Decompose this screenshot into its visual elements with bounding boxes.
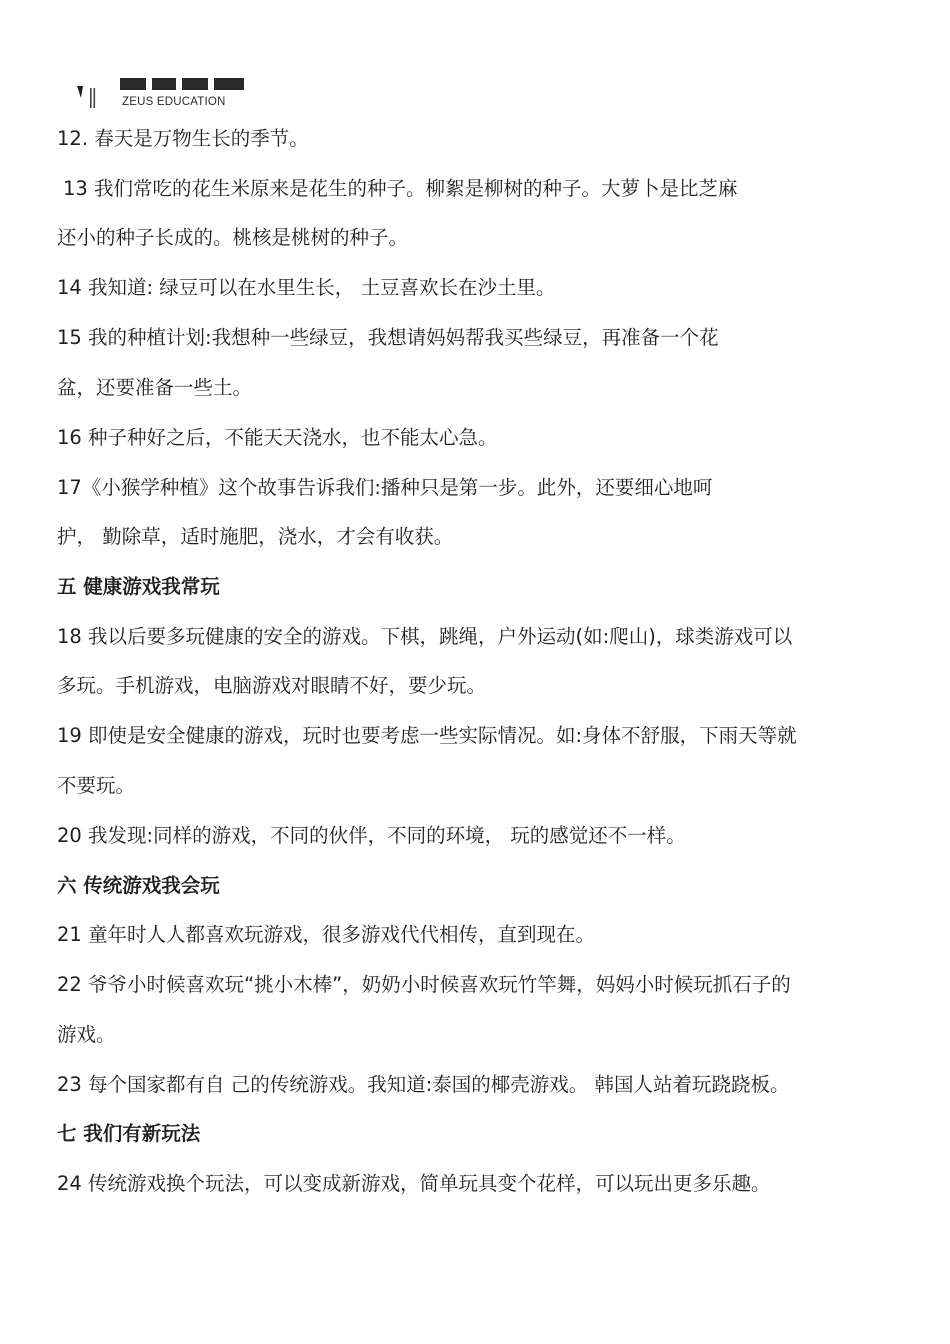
text-line: 21 童年时人人都喜欢玩游戏，很多游戏代代相传，直到现在。: [57, 923, 596, 946]
text-line: 17《小猴学种植》这个故事告诉我们:播种只是第一步。此外，还要细心地呵: [57, 476, 713, 499]
text-line: 23 每个国家都有自 己的传统游戏。我知道:泰国的椰壳游戏。 韩国人站着玩跷跷板。: [57, 1073, 790, 1096]
text-line: 18 我以后要多玩健康的安全的游戏。下棋，跳绳，户外运动(如:爬山)，球类游戏可以: [57, 625, 793, 648]
zeus-logo-icon: [76, 76, 96, 110]
section-heading: 六 传统游戏我会玩: [57, 874, 220, 897]
text-line: 20 我发现:同样的游戏，不同的伙伴，不同的环境， 玩的感觉还不一样。: [57, 824, 686, 847]
text-line: 护， 勤除草，适时施肥，浇水，才会有收获。: [57, 525, 454, 548]
text-line: 22 爷爷小时候喜欢玩“挑小木棒”，奶奶小时候喜欢玩竹竿舞，妈妈小时候玩抓石子的: [57, 973, 791, 996]
text-line: 还小的种子长成的。桃核是桃树的种子。: [57, 226, 409, 249]
text-line: 不要玩。: [57, 774, 136, 797]
text-line: 24 传统游戏换个玩法，可以变成新游戏，简单玩具变个花样，可以玩出更多乐趣。: [57, 1172, 771, 1195]
text-line: 12. 春天是万物生长的季节。: [57, 127, 309, 150]
section-heading: 五 健康游戏我常玩: [57, 575, 220, 598]
text-line: 多玩。手机游戏，电脑游戏对眼睛不好，要少玩。: [57, 674, 487, 697]
text-line: 16 种子种好之后，不能天天浇水，也不能太心急。: [57, 426, 498, 449]
text-line: 游戏。: [57, 1023, 116, 1046]
text-line: 15 我的种植计划:我想种一些绿豆，我想请妈妈帮我买些绿豆，再准备一个花: [57, 326, 719, 349]
brand-logo: [76, 76, 276, 110]
section-heading: 七 我们有新玩法: [57, 1122, 201, 1145]
logo-mark-strokes: [120, 76, 260, 90]
brand-name: ZEUS EDUCATION: [122, 96, 226, 108]
text-line: 19 即使是安全健康的游戏，玩时也要考虑一些实际情况。如:身体不舒服，下雨天等就: [57, 724, 797, 747]
text-line: 13 我们常吃的花生米原来是花生的种子。柳絮是柳树的种子。大萝卜是比芝麻: [63, 177, 738, 200]
text-line: 盆，还要准备一些土。: [57, 376, 253, 399]
text-line: 14 我知道: 绿豆可以在水里生长， 土豆喜欢长在沙土里。: [57, 276, 556, 299]
